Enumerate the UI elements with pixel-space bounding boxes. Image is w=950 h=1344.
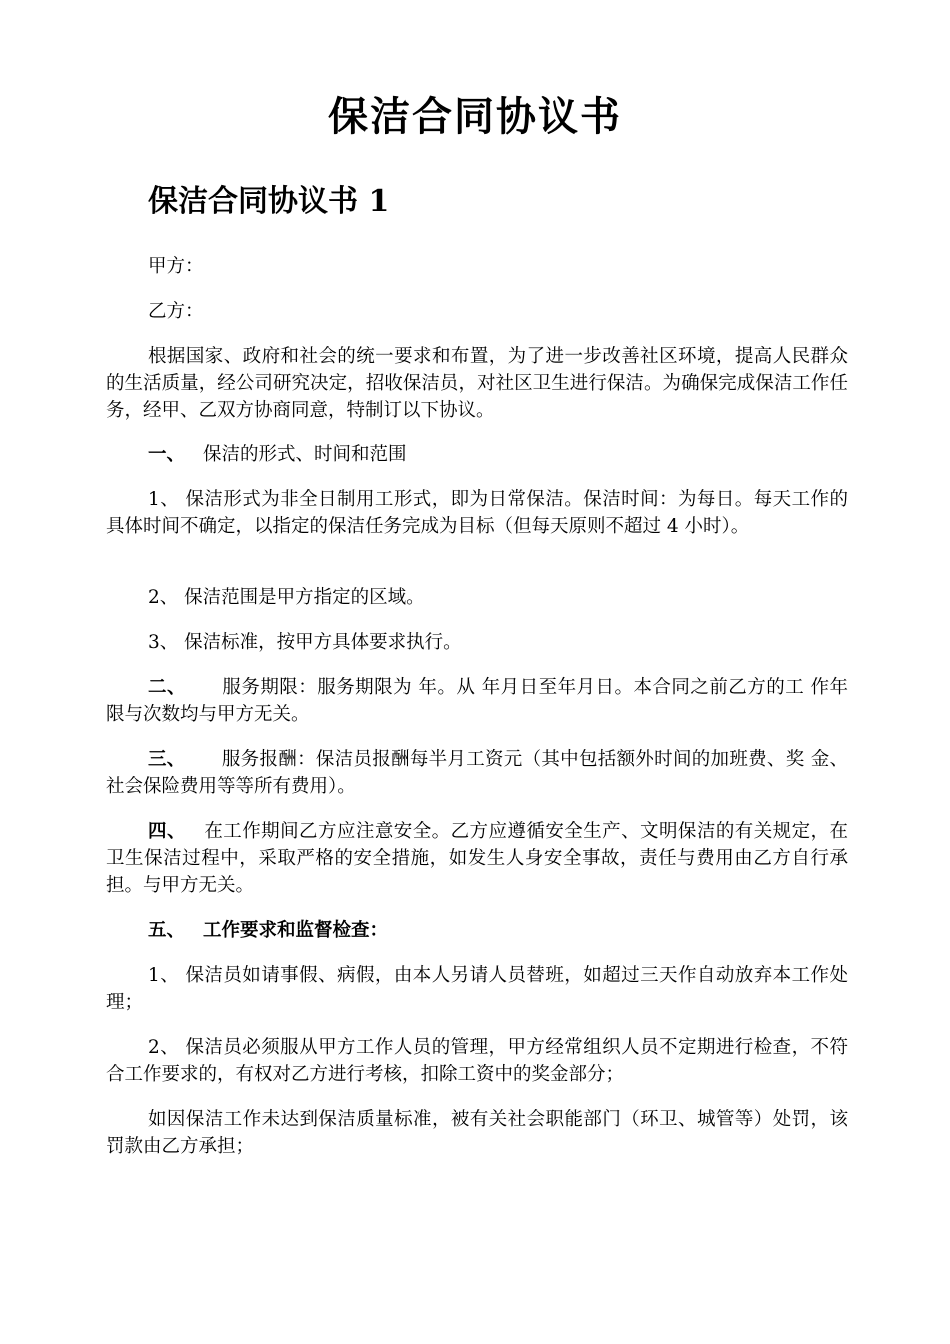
document-subtitle: 保洁合同协议书 1 [148,184,390,219]
party-a-line: 甲方： [148,256,204,277]
section-3-paragraph [106,746,848,800]
section-1-heading [106,441,848,468]
section-1-item-1: 1、 保洁形式为非全日制用工形式，即为日常保洁。保洁时间：为每日。每天工作的具体时间不确定，以指定的保洁任务完成为目标（但每天原则不超过 4 小时）。 [106,489,848,537]
section-4-number: 四、 [148,821,186,842]
section-4-paragraph [106,818,848,899]
section-2-text: 服务期限：服务期限为 年。从 年月日至年月日。本合同之前乙方的工 作年限与次数均与甲方无关。 [106,677,848,725]
section-1-title: 保洁的形式、时间和范围 [203,444,407,465]
section-5-item-2: 2、 保洁员必须服从甲方工作人员的管理，甲方经常组织人员不定期进行检查，不符合工作要求的，有权对乙方进行考核，扣除工资中的奖金部分； [106,1037,848,1085]
section-1-item-3: 3、 保洁标准，按甲方具体要求执行。 [148,632,462,653]
section-5-title: 工作要求和监督检查： [203,920,389,941]
section-3-number: 三、 [148,749,186,770]
intro-paragraph: 根据国家、政府和社会的统一要求和布置，为了进一步改善社区环境，提高人民群众的生活质量，经公司研究决定，招收保洁员，对社区卫生进行保洁。为确保完成保洁工作任务，经甲、乙双方协商同意，特制订以下协议。 [106,346,848,421]
section-1-item-2: 2、 保洁范围是甲方指定的区域。 [148,587,425,608]
section-4-text: 在工作期间乙方应注意安全。乙方应遵循安全生产、文明保洁的有关规定，在卫生保洁过程中，采取严格的安全措施，如发生人身安全事故，责任与费用由乙方自行承担。与甲方无关。 [106,821,848,896]
section-5-number: 五、 [148,920,186,941]
party-b-line: 乙方： [148,301,204,322]
section-2-number: 二、 [148,677,186,698]
document-title: 保洁合同协议书 [328,93,622,140]
section-5-item-1: 1、 保洁员如请事假、病假，由本人另请人员替班，如超过三天作自动放弃本工作处理； [106,965,848,1013]
section-2-paragraph [106,674,848,728]
section-5-item-3: 如因保洁工作未达到保洁质量标准，被有关社会职能部门（环卫、城管等）处罚，该罚款由乙方承担； [106,1109,848,1157]
section-1-number: 一、 [148,444,186,465]
section-5-heading [106,917,848,944]
section-3-text: 服务报酬：保洁员报酬每半月工资元（其中包括额外时间的加班费、奖 金、社会保险费用等等所有费用）。 [106,749,848,797]
